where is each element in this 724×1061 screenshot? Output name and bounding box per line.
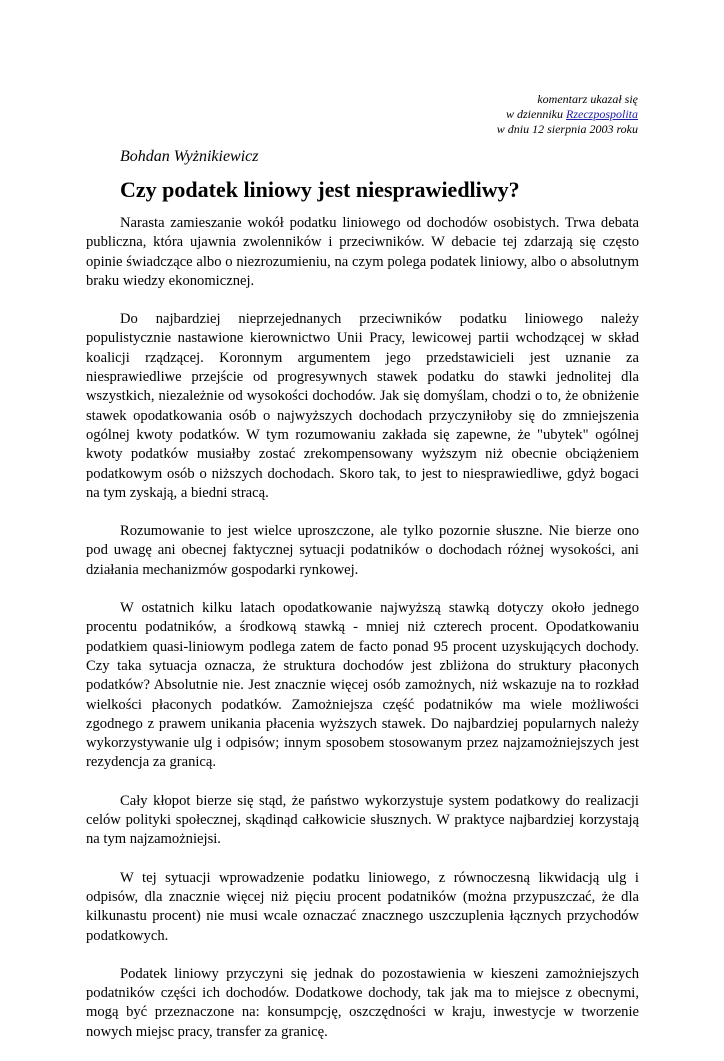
publication-note-line-1: komentarz ukazał się bbox=[537, 92, 638, 106]
author-name: Bohdan Wyżnikiewicz bbox=[120, 148, 259, 165]
paragraph-1: Narasta zamieszanie wokół podatku liniowego od dochodów osobistych. Trwa debata publiczna, która ujawnia zwolenników i przeciwników. W debacie tej zdarzają się często opinie świadczące albo o niezrozumieniu, na czym polega podatek liniowy, albo o absolutnym braku wiedzy ekonomicznej. bbox=[86, 215, 639, 289]
paragraph-5: Cały kłopot bierze się stąd, że państwo wykorzystuje system podatkowy do realizacji celów polityki społecznej, skądinąd całkowicie słusznych. W praktyce najbardziej korzystają na tym najzamożniejsi. bbox=[86, 792, 639, 848]
newspaper-link[interactable]: Rzeczpospolita bbox=[566, 107, 638, 121]
publication-note-line-3: w dniu 12 sierpnia 2003 roku bbox=[496, 122, 638, 136]
paragraph-2: Do najbardziej nieprzejednanych przeciwników podatku liniowego należy populistycznie nastawione kierownictwo Unii Pracy, lewicowej partii wchodzącej w skład koalicji rządzącej. Koronnym argumentem jego przedstawicieli jest uznanie za niesprawiedliwe przejście od progresywnych stawek podatku do stawki jednolitej dla wszystkich, niezależnie od wysokości dochodów. Jak się domyślam, chodzi o to, że obniżenie stawek opodatkowania osób o najwyższych dochodach przyczyniłoby się do zmniejszenia ogólnej kwoty podatków. W tym rozumowaniu zakłada się zapewne, że "ubytek" ogólnej kwoty podatków musiałby zostać zrekompensowany wyższym niż obecnie obciążeniem podatkowym osób o niższych dochodach. Skoro tak, to jest to niesprawiedliwe, gdyż bogaci na tym zyskają, a biedni stracą. bbox=[86, 311, 639, 501]
paragraph-6: W tej sytuacji wprowadzenie podatku liniowego, z równoczesną likwidacją ulg i odpisów, dla znacznie więcej niż pięciu procent podatników (można przypuszczać, że dla kilkunastu procent) nie musi wcale oznaczać znacznego uszczuplenia łącznych przychodów podatkowych. bbox=[86, 869, 639, 944]
publication-note-prefix: w dzienniku bbox=[506, 107, 566, 121]
paragraph-7: Podatek liniowy przyczyni się jednak do pozostawienia w kieszeni zamożniejszych podatników części ich dochodów. Dodatkowe dochody, tak jak ma to miejsce z obecnymi, mogą być przeznaczone na: konsumpcję, oszczędności w kraju, inwestycje w tworzenie nowych miejsc pracy, transfer za granicę. bbox=[86, 965, 639, 1040]
publication-note-line-2 bbox=[497, 107, 638, 122]
publication-note bbox=[497, 92, 638, 137]
paragraph-3: Rozumowanie to jest wielce uproszczone, ale tylko pozornie słuszne. Nie bierze ono pod uwagę ani obecnej faktycznej sytuacji podatników o dochodach różnej wysokości, ani działania mechanizmów gospodarki rynkowej. bbox=[86, 523, 639, 578]
paragraph-4: W ostatnich kilku latach opodatkowanie najwyższą stawką dotyczy około jednego procentu podatników, a środkową stawką - mniej niż czterech procent. Opodatkowaniu podatkiem quasi-liniowym podlega zatem de facto ponad 95 procent uzyskujących dochody. Czy taka sytuacja oznacza, że struktura dochodów jest zbliżona do struktury płaconych podatków? Absolutnie nie. Jest znacznie więcej osób zamożnych, niż wskazuje na to rozkład wielkości płaconych podatków. Zamożniejsza część podatników ma wiele możliwości zgodnego z prawem unikania płacenia wyższych stawek. Do najbardziej popularnych należy wykorzystywanie ulg i odpisów; innym sposobem stosowanym przez najzamożniejszych jest rezydencja za granicą. bbox=[86, 600, 639, 771]
article-title: Czy podatek liniowy jest niesprawiedliwy? bbox=[120, 177, 520, 202]
article-body bbox=[86, 214, 639, 1061]
